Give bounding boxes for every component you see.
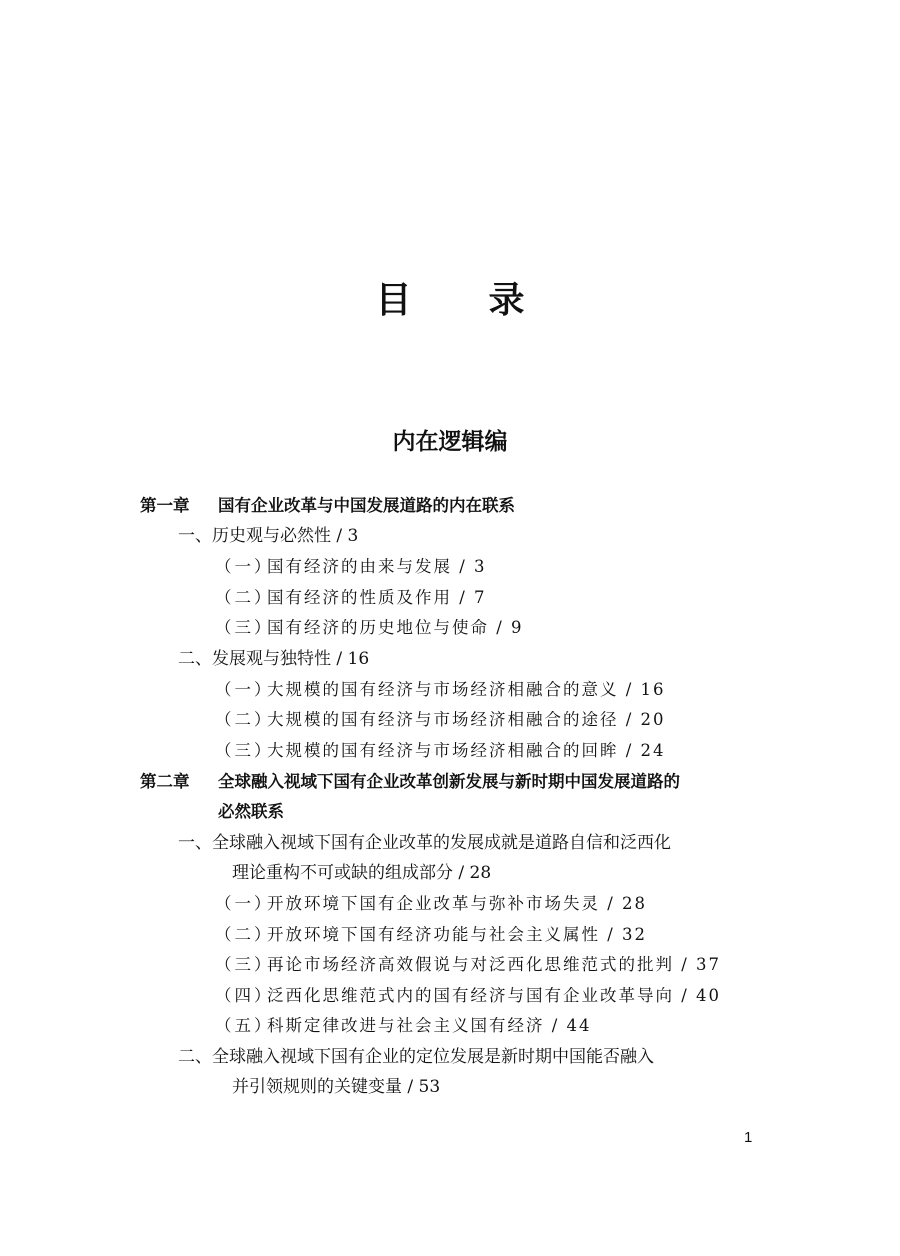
toc-chapter-1[interactable] — [140, 494, 515, 518]
subsection-title: 大规模的国有经济与市场经济相融合的途径 / 20 — [267, 710, 666, 729]
toc-subsection-2-1-3[interactable] — [215, 953, 721, 977]
toc-subsection-1-2-2[interactable] — [215, 708, 666, 732]
subsection-number: （五） — [215, 1016, 274, 1035]
subsection-title: 开放环境下国有企业改革与弥补市场失灵 / 28 — [267, 894, 648, 913]
toc-chapter-2[interactable] — [140, 770, 680, 794]
subsection-title: 再论市场经济高效假说与对泛西化思维范式的批判 / 37 — [267, 955, 722, 974]
toc-subsection-1-2-1[interactable] — [215, 678, 666, 702]
subsection-number: （一） — [215, 680, 274, 699]
toc-subsection-1-1-2[interactable] — [215, 586, 487, 610]
chapter-label: 第一章 — [140, 496, 190, 515]
subsection-title: 国有经济的性质及作用 / 7 — [267, 588, 487, 607]
toc-section-1-1[interactable]: 一、历史观与必然性 / 3 — [178, 526, 359, 546]
section-title: 内在逻辑编 — [392, 429, 508, 455]
toc-subsection-2-1-1[interactable] — [215, 892, 647, 916]
subsection-number: （四） — [215, 986, 274, 1005]
toc-chapter-2-title-continued[interactable]: 必然联系 — [218, 802, 284, 821]
chapter-title: 国有企业改革与中国发展道路的内在联系 — [218, 496, 515, 515]
subsection-number: （三） — [215, 618, 274, 637]
toc-section-2-1-continued[interactable]: 理论重构不可或缺的组成部分 / 28 — [232, 863, 492, 883]
title-char-2: 录 — [488, 279, 525, 321]
toc-section-2-1[interactable]: 一、全球融入视域下国有企业改革的发展成就是道路自信和泛西化 — [178, 833, 671, 853]
title-char-1: 目 — [375, 279, 412, 321]
toc-subsection-1-1-3[interactable] — [215, 616, 524, 640]
subsection-title: 泛西化思维范式内的国有经济与国有企业改革导向 / 40 — [267, 986, 722, 1005]
page-title — [0, 276, 900, 324]
chapter-title: 全球融入视域下国有企业改革创新发展与新时期中国发展道路的 — [218, 772, 680, 791]
subsection-number: （一） — [215, 894, 274, 913]
subsection-title: 大规模的国有经济与市场经济相融合的回眸 / 24 — [267, 741, 666, 760]
page-number: 1 — [744, 1129, 753, 1146]
subsection-number: （三） — [215, 741, 274, 760]
subsection-title: 开放环境下国有经济功能与社会主义属性 / 32 — [267, 925, 648, 944]
subsection-title: 国有经济的由来与发展 / 3 — [267, 557, 487, 576]
subsection-title: 科斯定律改进与社会主义国有经济 / 44 — [267, 1016, 592, 1035]
subsection-number: （三） — [215, 955, 274, 974]
chapter-label: 第二章 — [140, 772, 190, 791]
toc-subsection-2-1-2[interactable] — [215, 923, 647, 947]
subsection-number: （二） — [215, 588, 274, 607]
toc-section-2-2-continued[interactable]: 并引领规则的关键变量 / 53 — [232, 1077, 441, 1097]
toc-subsection-1-1-1[interactable] — [215, 555, 487, 579]
toc-subsection-2-1-5[interactable] — [215, 1014, 592, 1038]
toc-section-2-2[interactable]: 二、全球融入视域下国有企业的定位发展是新时期中国能否融入 — [178, 1047, 654, 1067]
toc-section-1-2[interactable]: 二、发展观与独特性 / 16 — [178, 649, 370, 669]
subsection-number: （二） — [215, 710, 274, 729]
toc-subsection-1-2-3[interactable] — [215, 739, 666, 763]
subsection-title: 国有经济的历史地位与使命 / 9 — [267, 618, 524, 637]
toc-subsection-2-1-4[interactable] — [215, 984, 721, 1008]
subsection-number: （一） — [215, 557, 274, 576]
subsection-number: （二） — [215, 925, 274, 944]
subsection-title: 大规模的国有经济与市场经济相融合的意义 / 16 — [267, 680, 666, 699]
